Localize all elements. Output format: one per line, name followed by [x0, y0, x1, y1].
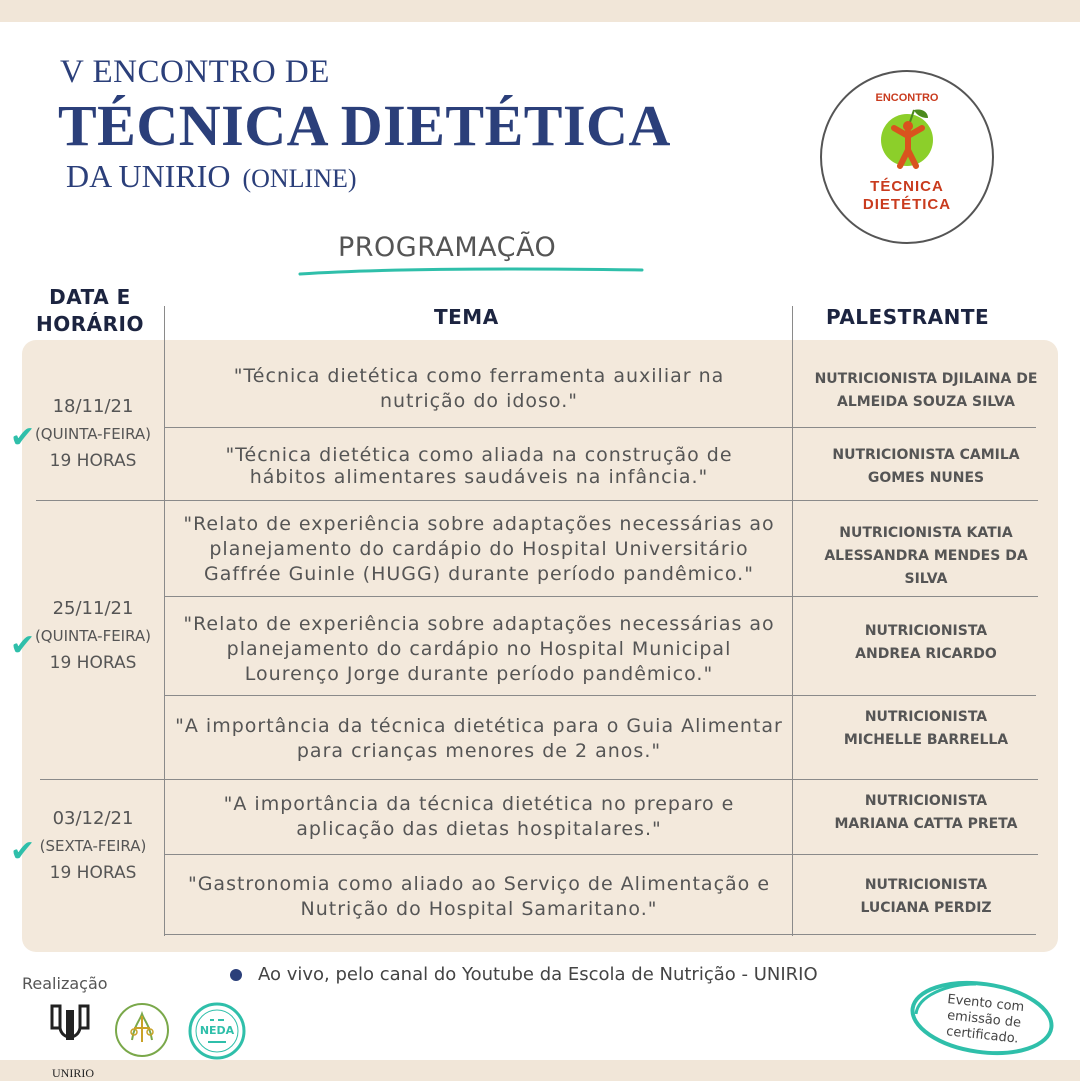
date-block	[24, 598, 162, 673]
date-text: 25/11/21	[52, 598, 134, 619]
date-text: 03/12/21	[52, 808, 134, 829]
row-divider	[164, 427, 1036, 428]
talk-theme: "A importância da técnica dietética para o Guia Alimentar para crianças menores de 2 anos."	[175, 715, 783, 762]
column-header-tema: TEMA	[434, 305, 499, 329]
date-block	[24, 396, 162, 471]
row-divider	[36, 500, 1038, 501]
nutrition-seal-logo	[114, 1002, 170, 1058]
date-text: 18/11/21	[52, 396, 134, 417]
talk-theme: "Relato de experiência sobre adaptações necessárias ao planejamento do cardápio no Hospital Municipal Lourenço Jorge durante período pandêmico."	[183, 613, 775, 685]
time-text: 19 HORAS	[49, 863, 137, 883]
column-divider	[164, 306, 165, 936]
talk-speaker: NUTRICIONISTA MARIANA CATTA PRETA	[834, 793, 1018, 832]
online-label: (ONLINE)	[242, 164, 357, 193]
talk-speaker: NUTRICIONISTA LUCIANA PERDIZ	[860, 877, 992, 916]
weekday-text: (QUINTA-FEIRA)	[34, 425, 152, 443]
row-divider	[40, 779, 1038, 780]
realizacao-label: Realização	[22, 974, 108, 993]
row-divider	[164, 934, 1036, 935]
row-divider	[164, 596, 1038, 597]
talk-speaker: NUTRICIONISTA MICHELLE BARRELLA	[843, 709, 1009, 748]
certificate-text: Evento com emissão de certificado.	[945, 992, 1025, 1047]
date-block	[24, 808, 162, 883]
talk-speaker: NUTRICIONISTA CAMILA GOMES NUNES	[832, 447, 1020, 486]
check-icon: ✔	[10, 834, 36, 869]
unirio-logo	[48, 1002, 92, 1046]
title-line-2: TÉCNICA DIETÉTICA	[58, 93, 671, 158]
weekday-text: (SEXTA-FEIRA)	[39, 837, 147, 855]
logo-top-text: ENCONTRO	[875, 92, 939, 104]
logo-figure-icon	[874, 104, 940, 176]
title-line-3	[66, 158, 357, 195]
bullet-icon	[230, 969, 242, 981]
column-header-date: DATA E HORÁRIO	[36, 285, 144, 336]
section-underline	[298, 266, 644, 278]
time-text: 19 HORAS	[49, 451, 137, 471]
column-divider	[792, 306, 793, 936]
live-info	[230, 964, 818, 985]
unirio-label: UNIRIO	[52, 1066, 94, 1080]
neda-logo	[188, 1002, 246, 1060]
talk-theme: "A importância da técnica dietética no preparo e aplicação das dietas hospitalares."	[223, 793, 735, 840]
column-header-palestrante: PALESTRANTE	[826, 305, 990, 329]
check-icon: ✔	[10, 420, 36, 455]
talk-speaker: NUTRICIONISTA DJILAINA DE ALMEIDA SOUZA SILVA	[814, 371, 1038, 410]
logo-bottom-text-1: TÉCNICA	[870, 178, 944, 195]
title-line-3-text: DA UNIRIO	[66, 158, 231, 194]
time-text: 19 HORAS	[49, 653, 137, 673]
live-info-text: Ao vivo, pelo canal do Youtube da Escola de Nutrição - UNIRIO	[258, 964, 818, 985]
talk-speaker: NUTRICIONISTA KATIA ALESSANDRA MENDES DA SILVA	[824, 525, 1028, 587]
talk-theme: "Técnica dietética como aliada na construção de hábitos alimentares saudáveis na infância."	[225, 444, 733, 488]
neda-label: NEDA	[199, 1024, 235, 1037]
row-divider	[164, 854, 1038, 855]
weekday-text: (QUINTA-FEIRA)	[34, 627, 152, 645]
flyer	[0, 22, 1080, 1080]
talk-theme: "Gastronomia como aliado ao Serviço de Alimentação e Nutrição do Hospital Samaritano."	[187, 873, 771, 920]
logo-bottom-text-2: DIETÉTICA	[862, 196, 952, 213]
check-icon: ✔	[10, 628, 36, 663]
talk-theme: "Relato de experiência sobre adaptações necessárias ao planejamento do cardápio do Hospital Universitário Gaffrée Guinle (HUGG) durante período pandêmico."	[183, 513, 775, 585]
section-title: PROGRAMAÇÃO	[338, 232, 557, 263]
talk-theme: "Técnica dietética como ferramenta auxiliar na nutrição do idoso."	[233, 365, 725, 412]
talk-speaker: NUTRICIONISTA ANDREA RICARDO	[855, 623, 997, 662]
title-line-1: V ENCONTRO DE	[60, 54, 330, 90]
certificate-badge	[906, 976, 1058, 1060]
row-divider	[164, 695, 1036, 696]
event-logo	[820, 70, 994, 244]
